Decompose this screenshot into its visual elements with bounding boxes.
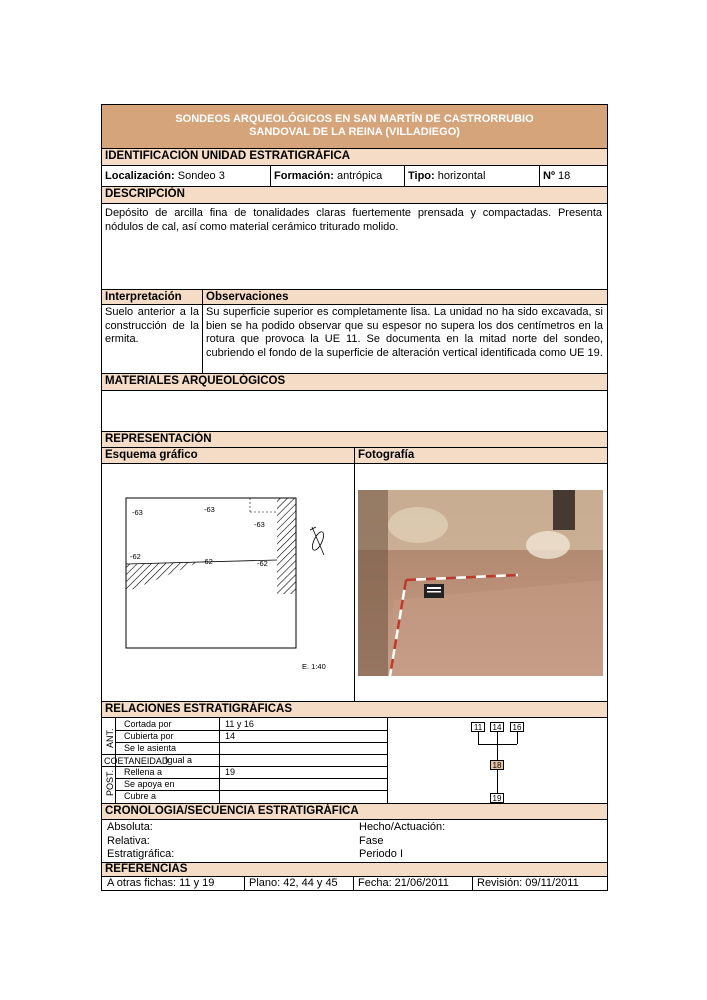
apoya-label: Se apoya en xyxy=(124,779,175,789)
cubre-label: Cubre a xyxy=(124,791,157,801)
identificacion-header: IDENTIFICACIÓN UNIDAD ESTRATIGRÁFICA xyxy=(102,148,607,165)
localizacion-value: Sondeo 3 xyxy=(177,170,225,182)
observaciones-header: Observaciones xyxy=(206,291,289,303)
hatched-wall-right xyxy=(277,498,296,594)
representacion-body xyxy=(102,463,607,701)
esquema-grafico xyxy=(102,464,354,702)
interp-obs-body xyxy=(102,304,607,373)
hecho-label: Hecho/Actuación: xyxy=(359,821,446,833)
ficha-sheet xyxy=(101,104,608,891)
periodo-label: Periodo I xyxy=(359,848,404,860)
numero-label: Nº xyxy=(543,170,555,182)
title-line-1: SONDEOS ARQUEOLÓGICOS EN SAN MARTÍN DE CASTRORRUBIO xyxy=(175,113,534,125)
relaciones-header: RELACIONES ESTRATIGRÁFICAS xyxy=(102,701,607,717)
fecha: Fecha: 21/06/2011 xyxy=(358,877,449,889)
referencias-header: REFERENCIAS xyxy=(102,862,607,876)
relaciones-body xyxy=(102,717,607,803)
interpretacion-header: Interpretación xyxy=(105,291,182,303)
formacion-label: Formación: xyxy=(274,170,334,182)
representacion-subheader xyxy=(102,447,607,463)
localizacion-label: Localización: xyxy=(105,170,175,182)
esquema-label: Esquema gráfico xyxy=(105,449,198,461)
plano: Plano: 42, 44 y 45 xyxy=(249,877,338,889)
ant-label: ANT. xyxy=(105,728,115,748)
level-b: -63 xyxy=(204,505,215,514)
relativa-label: Relativa: xyxy=(107,834,150,847)
matrix-box-11: 11 xyxy=(471,722,485,732)
cubierta-label: Cubierta por xyxy=(124,731,174,741)
level-a: -63 xyxy=(132,508,143,517)
post-label: POST. xyxy=(105,769,115,796)
revision: Revisión: 09/11/2011 xyxy=(477,877,579,889)
sheet-title xyxy=(102,105,607,148)
level-e: -62 xyxy=(202,557,213,566)
rellena-label: Rellena a xyxy=(124,767,163,777)
tipo-value: horizontal xyxy=(437,170,486,182)
scale-label: E. 1:40 xyxy=(302,662,326,671)
materiales-body xyxy=(102,390,607,431)
asienta-label: Se le asienta xyxy=(124,743,177,753)
north-arrow-icon xyxy=(310,527,326,555)
cubierta-value: 14 xyxy=(225,731,236,741)
descripcion-body xyxy=(102,203,607,289)
identificacion-row xyxy=(102,165,607,186)
absoluta-label: Absoluta: xyxy=(107,821,153,833)
descripcion-header: DESCRIPCIÓN xyxy=(102,186,607,203)
estratigrafica-label: Estratigráfica: xyxy=(107,848,175,860)
descripcion-text: Depósito de arcilla fina de tonalidades claras fuertemente prensada y compactadas. Presenta nódulos de cal, así como material cerámico triturado molido. xyxy=(105,207,602,233)
matrix-box-19: 19 xyxy=(490,793,504,803)
cortada-value: 11 y 16 xyxy=(225,719,254,729)
coetaneidad-label: COETANEIDAD xyxy=(104,756,169,766)
cronologia-body xyxy=(102,819,607,862)
matrix-box-16: 16 xyxy=(510,722,524,732)
cortada-label: Cortada por xyxy=(124,719,172,729)
fotografia-label: Fotografía xyxy=(358,449,415,461)
otras-fichas: A otras fichas: 11 y 19 xyxy=(107,877,215,889)
formacion-value: antrópica xyxy=(336,170,383,182)
interp-obs-header xyxy=(102,289,607,304)
matrix-box-14: 14 xyxy=(490,722,504,732)
interpretacion-text: Suelo anterior a la construcción de la ermita. xyxy=(105,306,199,345)
referencias-row xyxy=(102,876,607,890)
observaciones-text: Su superficie superior es completamente lisa. La unidad no ha sido excavada, si bien se ha podido observar que su espesor no supera los dos centímetros en la rotura que provoca la UE 11. Se documenta en la mitad norte del sondeo, cubriendo el fondo de la superficie de alteración vertical identificada como UE 19. xyxy=(206,306,603,359)
cronologia-header: CRONOLOGIA/SECUENCIA ESTRATIGRÁFICA xyxy=(102,803,607,819)
rellena-value: 19 xyxy=(225,767,236,777)
level-c: -63 xyxy=(254,520,265,529)
representacion-header: REPRESENTACIÓN xyxy=(102,431,607,447)
materiales-header: MATERIALES ARQUEOLÓGICOS xyxy=(102,373,607,390)
excavation-photo xyxy=(358,490,603,676)
numero-value: 18 xyxy=(558,170,571,182)
hatched-area-left xyxy=(126,562,200,592)
tipo-label: Tipo: xyxy=(408,170,435,182)
matrix-box-18: 18 xyxy=(490,760,504,770)
level-d: -62 xyxy=(130,552,141,561)
title-line-2: SANDOVAL DE LA REINA (VILLADIEGO) xyxy=(249,126,460,138)
level-f: -62 xyxy=(257,559,268,568)
fase-label: Fase xyxy=(359,834,384,847)
igual-label: Igual a xyxy=(165,755,193,765)
